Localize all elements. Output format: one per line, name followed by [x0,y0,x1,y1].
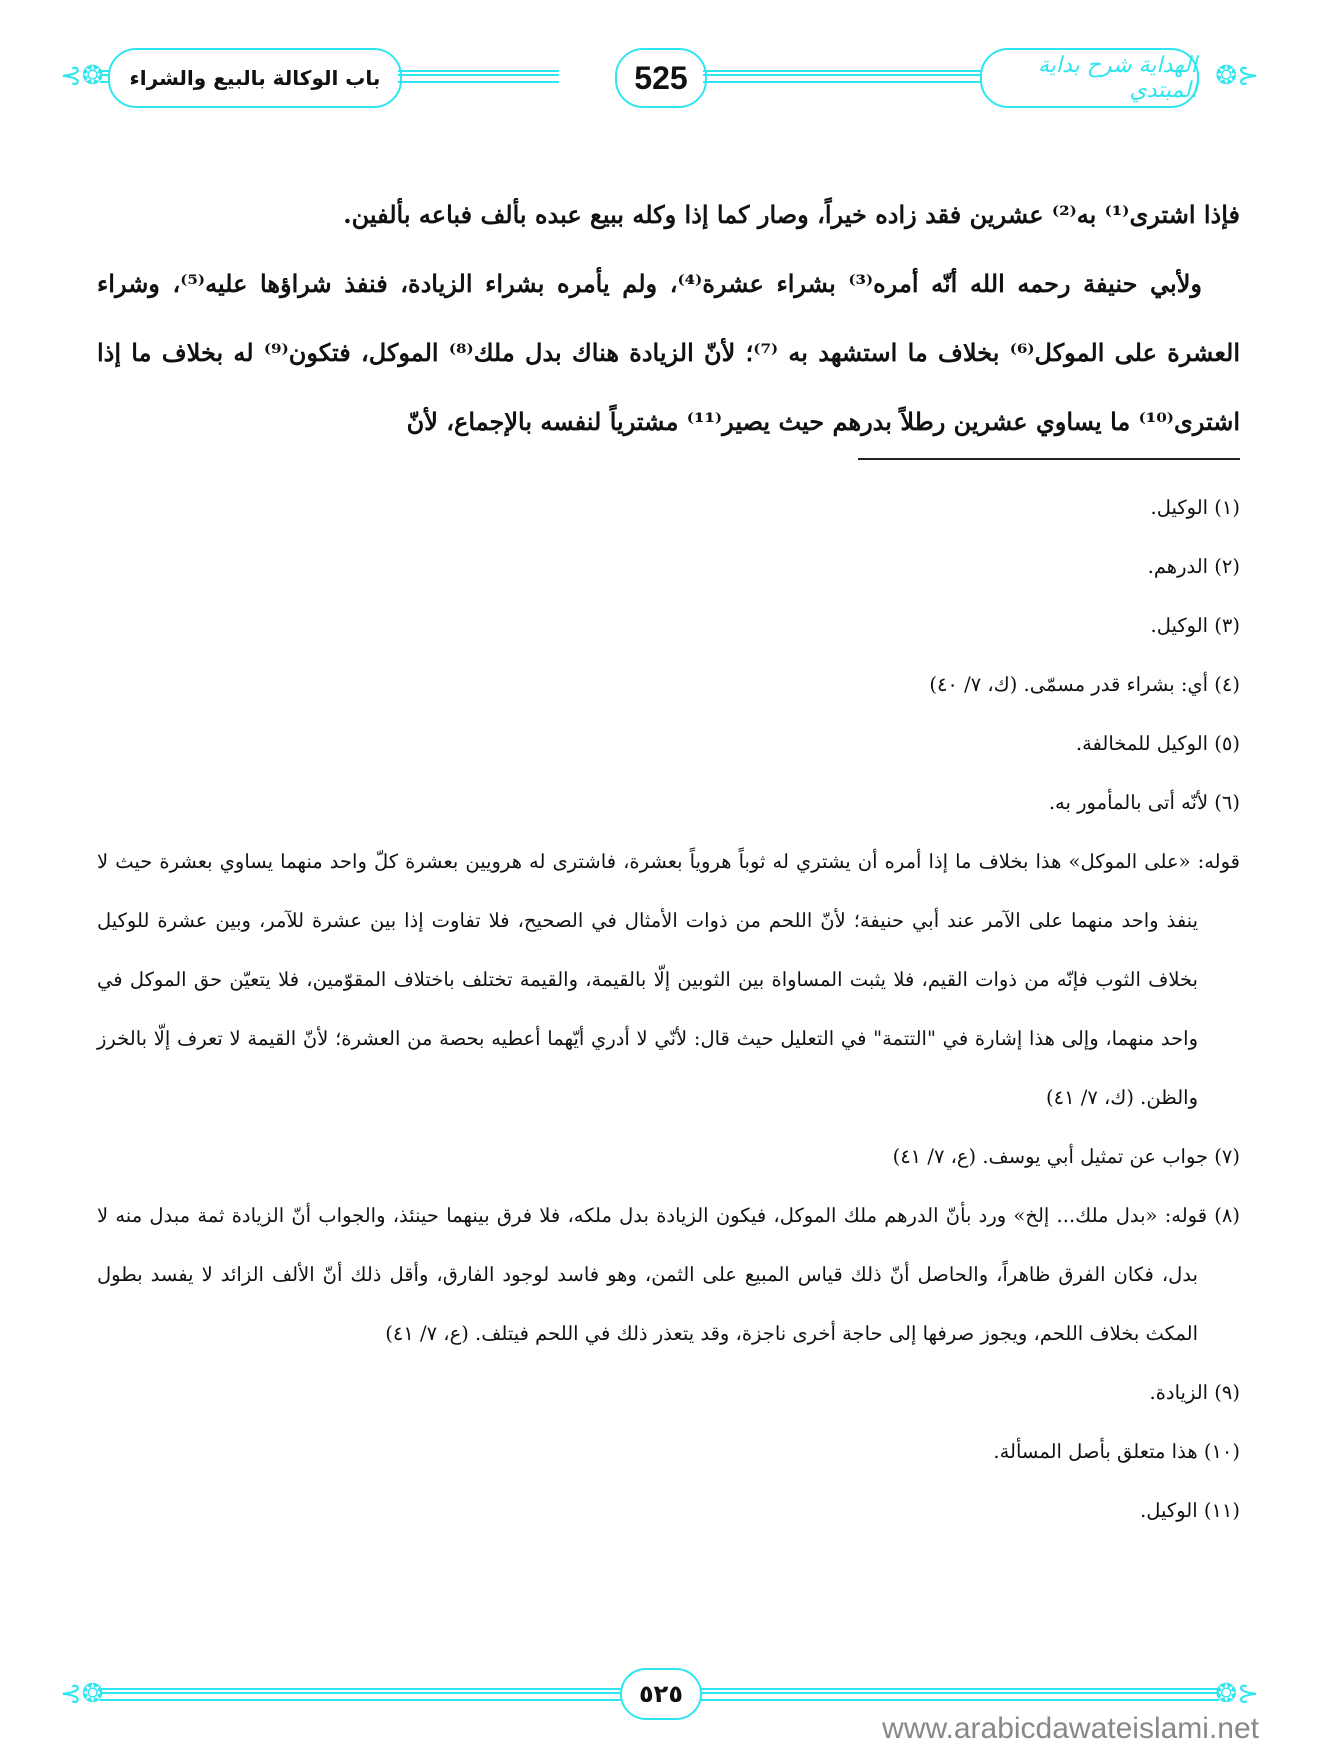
ornament-icon: ❂⊱ [1215,61,1259,91]
footnote-separator [858,458,1240,460]
footnote: (٥) الوكيل للمخالفة. [1075,732,1240,755]
chapter-title-box [108,48,402,108]
footer-page-number: ٥٢٥ [639,1680,683,1708]
paragraph: ولأبي حنيفة رحمه الله أنّه أمره⁽³⁾ بشراء عشرة⁽⁴⁾، ولم يأمره بشراء الزيادة، فنفذ شراؤها عليه⁽⁵⁾، وشراء العشرة على الموكل⁽⁶⁾ بخلاف ما استشهد به ⁽⁷⁾؛ لأنّ الزيادة هناك بدل ملك⁽⁸⁾ الموكل، فتكون⁽⁹⁾ له بخلاف ما إذا اشترى⁽¹⁰⁾ ما يساوي عشرين رطلاً بدرهم حيث يصير⁽¹¹⁾ مشترياً لنفسه بالإجماع، لأنّ [97,269,1241,436]
footnote: (١) الوكيل. [1150,496,1240,519]
paragraph: فإذا اشترى⁽¹⁾ به⁽²⁾ عشرين فقد زاده خيراً، وصار كما إذا وكله ببيع عبده بألف فباعه بألفين. [343,200,1240,229]
watermark-url: www.arabicdawateislami.net [882,1712,1259,1745]
page-header [60,48,1259,108]
footer-page-number-box [620,1668,702,1720]
divider [703,70,984,83]
footnotes [97,478,1240,1540]
chapter-title: باب الوكالة بالبيع والشراء [129,66,381,90]
footnote: (١٠) هذا متعلق بأصل المسألة. [993,1440,1240,1463]
footnote: (٤) أي: بشراء قدر مسمّى. (ك، ٧/ ٤٠) [929,673,1240,696]
main-text [97,180,1240,456]
footnote-commentary: قوله: «على الموكل» هذا بخلاف ما إذا أمره أن يشتري له ثوباً هروياً بعشرة، فاشترى له هرويين بعشرة كلّ واحد منهما يساوي بعشرة حيث لا ينفذ واحد منهما على الآمر عند أبي حنيفة؛ لأنّ اللحم من ذوات الأمثال في الصحيح، فلا تفاوت إذا بين عشرة للآمر، وبين عشرة للوكيل بخلاف الثوب فإنّه من ذوات القيم، فلا يثبت المساواة بين الثوبين إلّا بالقيمة، والقيمة تختلف باختلاف المقوّمين، فلا يتعيّن حق الموكل في واحد منهما، وإلى هذا إشارة في "التتمة" في التعليل حيث قال: لأنّي لا أدري أيّهما أعطيه بحصة من العشرة؛ لأنّ القيمة لا تعرف إلّا بالخرز والظن. (ك، ٧/ ٤١) [97,850,1240,1109]
footnote: (٩) الزيادة. [1149,1381,1240,1404]
page-number: 525 [634,59,688,96]
ornament-icon: ⊰❂ [60,61,104,91]
divider [398,70,559,83]
footnote: (٦) لأنّه أتى بالمأمور به. [1048,791,1240,814]
page-number-box [615,48,707,108]
footnote: (٢) الدرهم. [1147,555,1240,578]
footnote: (٣) الوكيل. [1150,614,1240,637]
footnote: (١١) الوكيل. [1140,1499,1240,1522]
footnote: (٧) جواب عن تمثيل أبي يوسف. (ع، ٧/ ٤١) [892,1145,1240,1168]
ornament-icon: ❂⊱ [1215,1679,1259,1709]
ornament-icon: ⊰❂ [60,1679,104,1709]
book-title-box [980,48,1199,108]
book-title-logo: الهداية شرح بداية المبتدي [1038,53,1197,103]
footnote-commentary: (٨) قوله: «بدل ملك... إلخ» ورد بأنّ الدرهم ملك الموكل، فيكون الزيادة بدل ملكه، فلا فرق بينهما حينئذ، والجواب أنّ الزيادة ثمة مبدل منه لا بدل، فكان الفرق ظاهراً، والحاصل أنّ ذلك قياس المبيع على الثمن، وهو فاسد لوجود الفارق، وأقل ذلك أنّ الألف الزائد لا يفسد بطول المكث بخلاف اللحم، ويجوز صرفها إلى حاجة أخرى ناجزة، وقد يتعذر ذلك في اللحم فيتلف. (ع، ٧/ ٤١) [97,1204,1240,1345]
